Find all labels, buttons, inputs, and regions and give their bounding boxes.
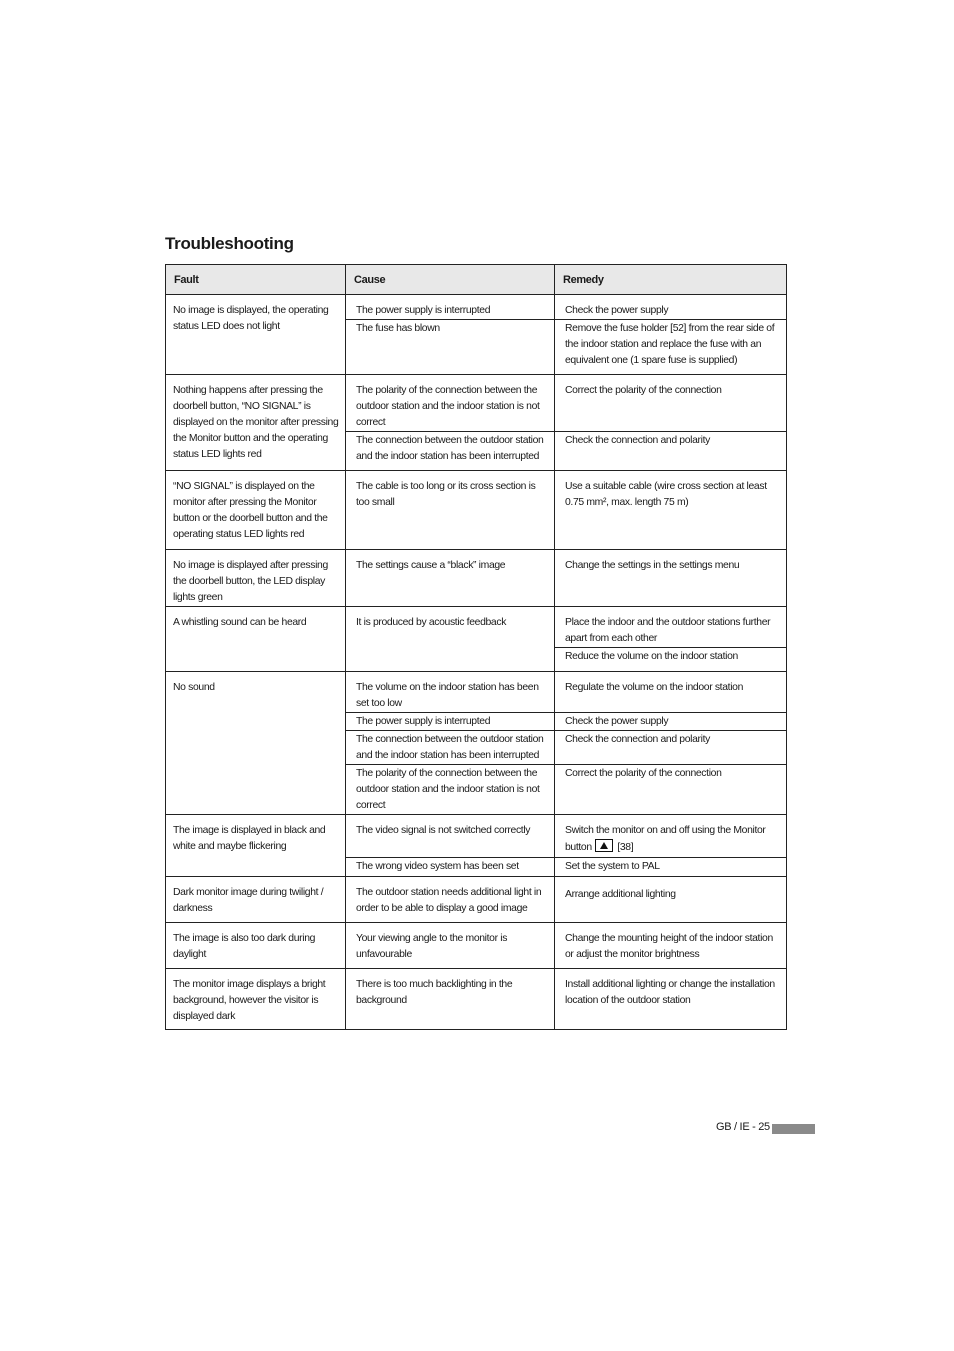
header-remedy: Remedy [555, 265, 787, 295]
footer-bar [772, 1124, 815, 1134]
remedy-cell: Check the connection and polarity [555, 432, 787, 471]
header-fault: Fault [166, 265, 346, 295]
cause-cell: The fuse has blown [346, 320, 555, 375]
fault-cell: A whistling sound can be heard [166, 607, 346, 672]
remedy-cell: Set the system to PAL [555, 858, 787, 877]
cause-cell: The outdoor station needs additional light in order to be able to display a good image [346, 877, 555, 923]
fault-cell: No sound [166, 672, 346, 815]
cause-cell: The wrong video system has been set [346, 858, 555, 877]
fault-cell: No image is displayed after pressing the doorbell button, the LED display lights green [166, 550, 346, 607]
cause-cell: The connection between the outdoor station and the indoor station has been interrupted [346, 731, 555, 765]
cause-cell: The video signal is not switched correctly [346, 815, 555, 858]
cause-cell: It is produced by acoustic feedback [346, 607, 555, 672]
header-cause: Cause [346, 265, 555, 295]
table-row [166, 815, 787, 858]
remedy-text: Switch the monitor on and off using the Monitor button [565, 825, 766, 853]
cause-cell: The settings cause a “black” image [346, 550, 555, 607]
remedy-cell: Check the power supply [555, 295, 787, 320]
cause-cell: The power supply is interrupted [346, 713, 555, 731]
table-row [166, 923, 787, 969]
fault-cell: The image is displayed in black and white and maybe flickering [166, 815, 346, 877]
table-row [166, 607, 787, 648]
fault-cell: Dark monitor image during twilight / darkness [166, 877, 346, 923]
fault-cell: “NO SIGNAL” is displayed on the monitor after pressing the Monitor button or the doorbell button and the operating status LED lights red [166, 471, 346, 550]
table-row [166, 295, 787, 320]
cause-cell: The polarity of the connection between the outdoor station and the indoor station is not correct [346, 765, 555, 815]
table-row [166, 672, 787, 713]
monitor-button-icon [595, 839, 613, 852]
cause-cell: Your viewing angle to the monitor is unfavourable [346, 923, 555, 969]
remedy-cell: Place the indoor and the outdoor stations further apart from each other [555, 607, 787, 648]
page-number: GB / IE - 25 [716, 1121, 770, 1133]
table-row [166, 550, 787, 607]
remedy-cell: Install additional lighting or change the installation location of the outdoor station [555, 969, 787, 1030]
fault-cell: Nothing happens after pressing the doorbell button, “NO SIGNAL” is displayed on the monitor after pressing the Monitor button and the operating status LED lights red [166, 375, 346, 471]
table-row [166, 471, 787, 550]
remedy-cell: Use a suitable cable (wire cross section at least 0.75 mm², max. length 75 m) [555, 471, 787, 550]
remedy-cell: Change the mounting height of the indoor station or adjust the monitor brightness [555, 923, 787, 969]
remedy-cell: Regulate the volume on the indoor station [555, 672, 787, 713]
remedy-cell [555, 815, 787, 858]
cause-cell: The connection between the outdoor station and the indoor station has been interrupted [346, 432, 555, 471]
table-row [166, 877, 787, 923]
fault-cell: The monitor image displays a bright background, however the visitor is displayed dark [166, 969, 346, 1030]
remedy-cell: Check the connection and polarity [555, 731, 787, 765]
remedy-ref: [38] [617, 842, 634, 853]
cause-cell: The cable is too long or its cross section is too small [346, 471, 555, 550]
cause-cell: The power supply is interrupted [346, 295, 555, 320]
table-header-row [166, 265, 787, 295]
remedy-cell: Correct the polarity of the connection [555, 375, 787, 432]
cause-cell: There is too much backlighting in the background [346, 969, 555, 1030]
remedy-cell: Check the power supply [555, 713, 787, 731]
table-row [166, 375, 787, 432]
cause-cell: The polarity of the connection between the outdoor station and the indoor station is not correct [346, 375, 555, 432]
fault-cell: No image is displayed, the operating status LED does not light [166, 295, 346, 375]
page-title: Troubleshooting [165, 234, 294, 253]
fault-cell: The image is also too dark during daylight [166, 923, 346, 969]
remedy-cell: Remove the fuse holder [52] from the rear side of the indoor station and replace the fuse with an equivalent one (1 spare fuse is supplied) [555, 320, 787, 375]
cause-cell: The volume on the indoor station has been set too low [346, 672, 555, 713]
table-row [166, 969, 787, 1030]
remedy-cell: Arrange additional lighting [555, 877, 787, 923]
troubleshooting-table [165, 264, 787, 1030]
remedy-cell: Correct the polarity of the connection [555, 765, 787, 815]
remedy-cell: Change the settings in the settings menu [555, 550, 787, 607]
remedy-cell: Reduce the volume on the indoor station [555, 648, 787, 672]
